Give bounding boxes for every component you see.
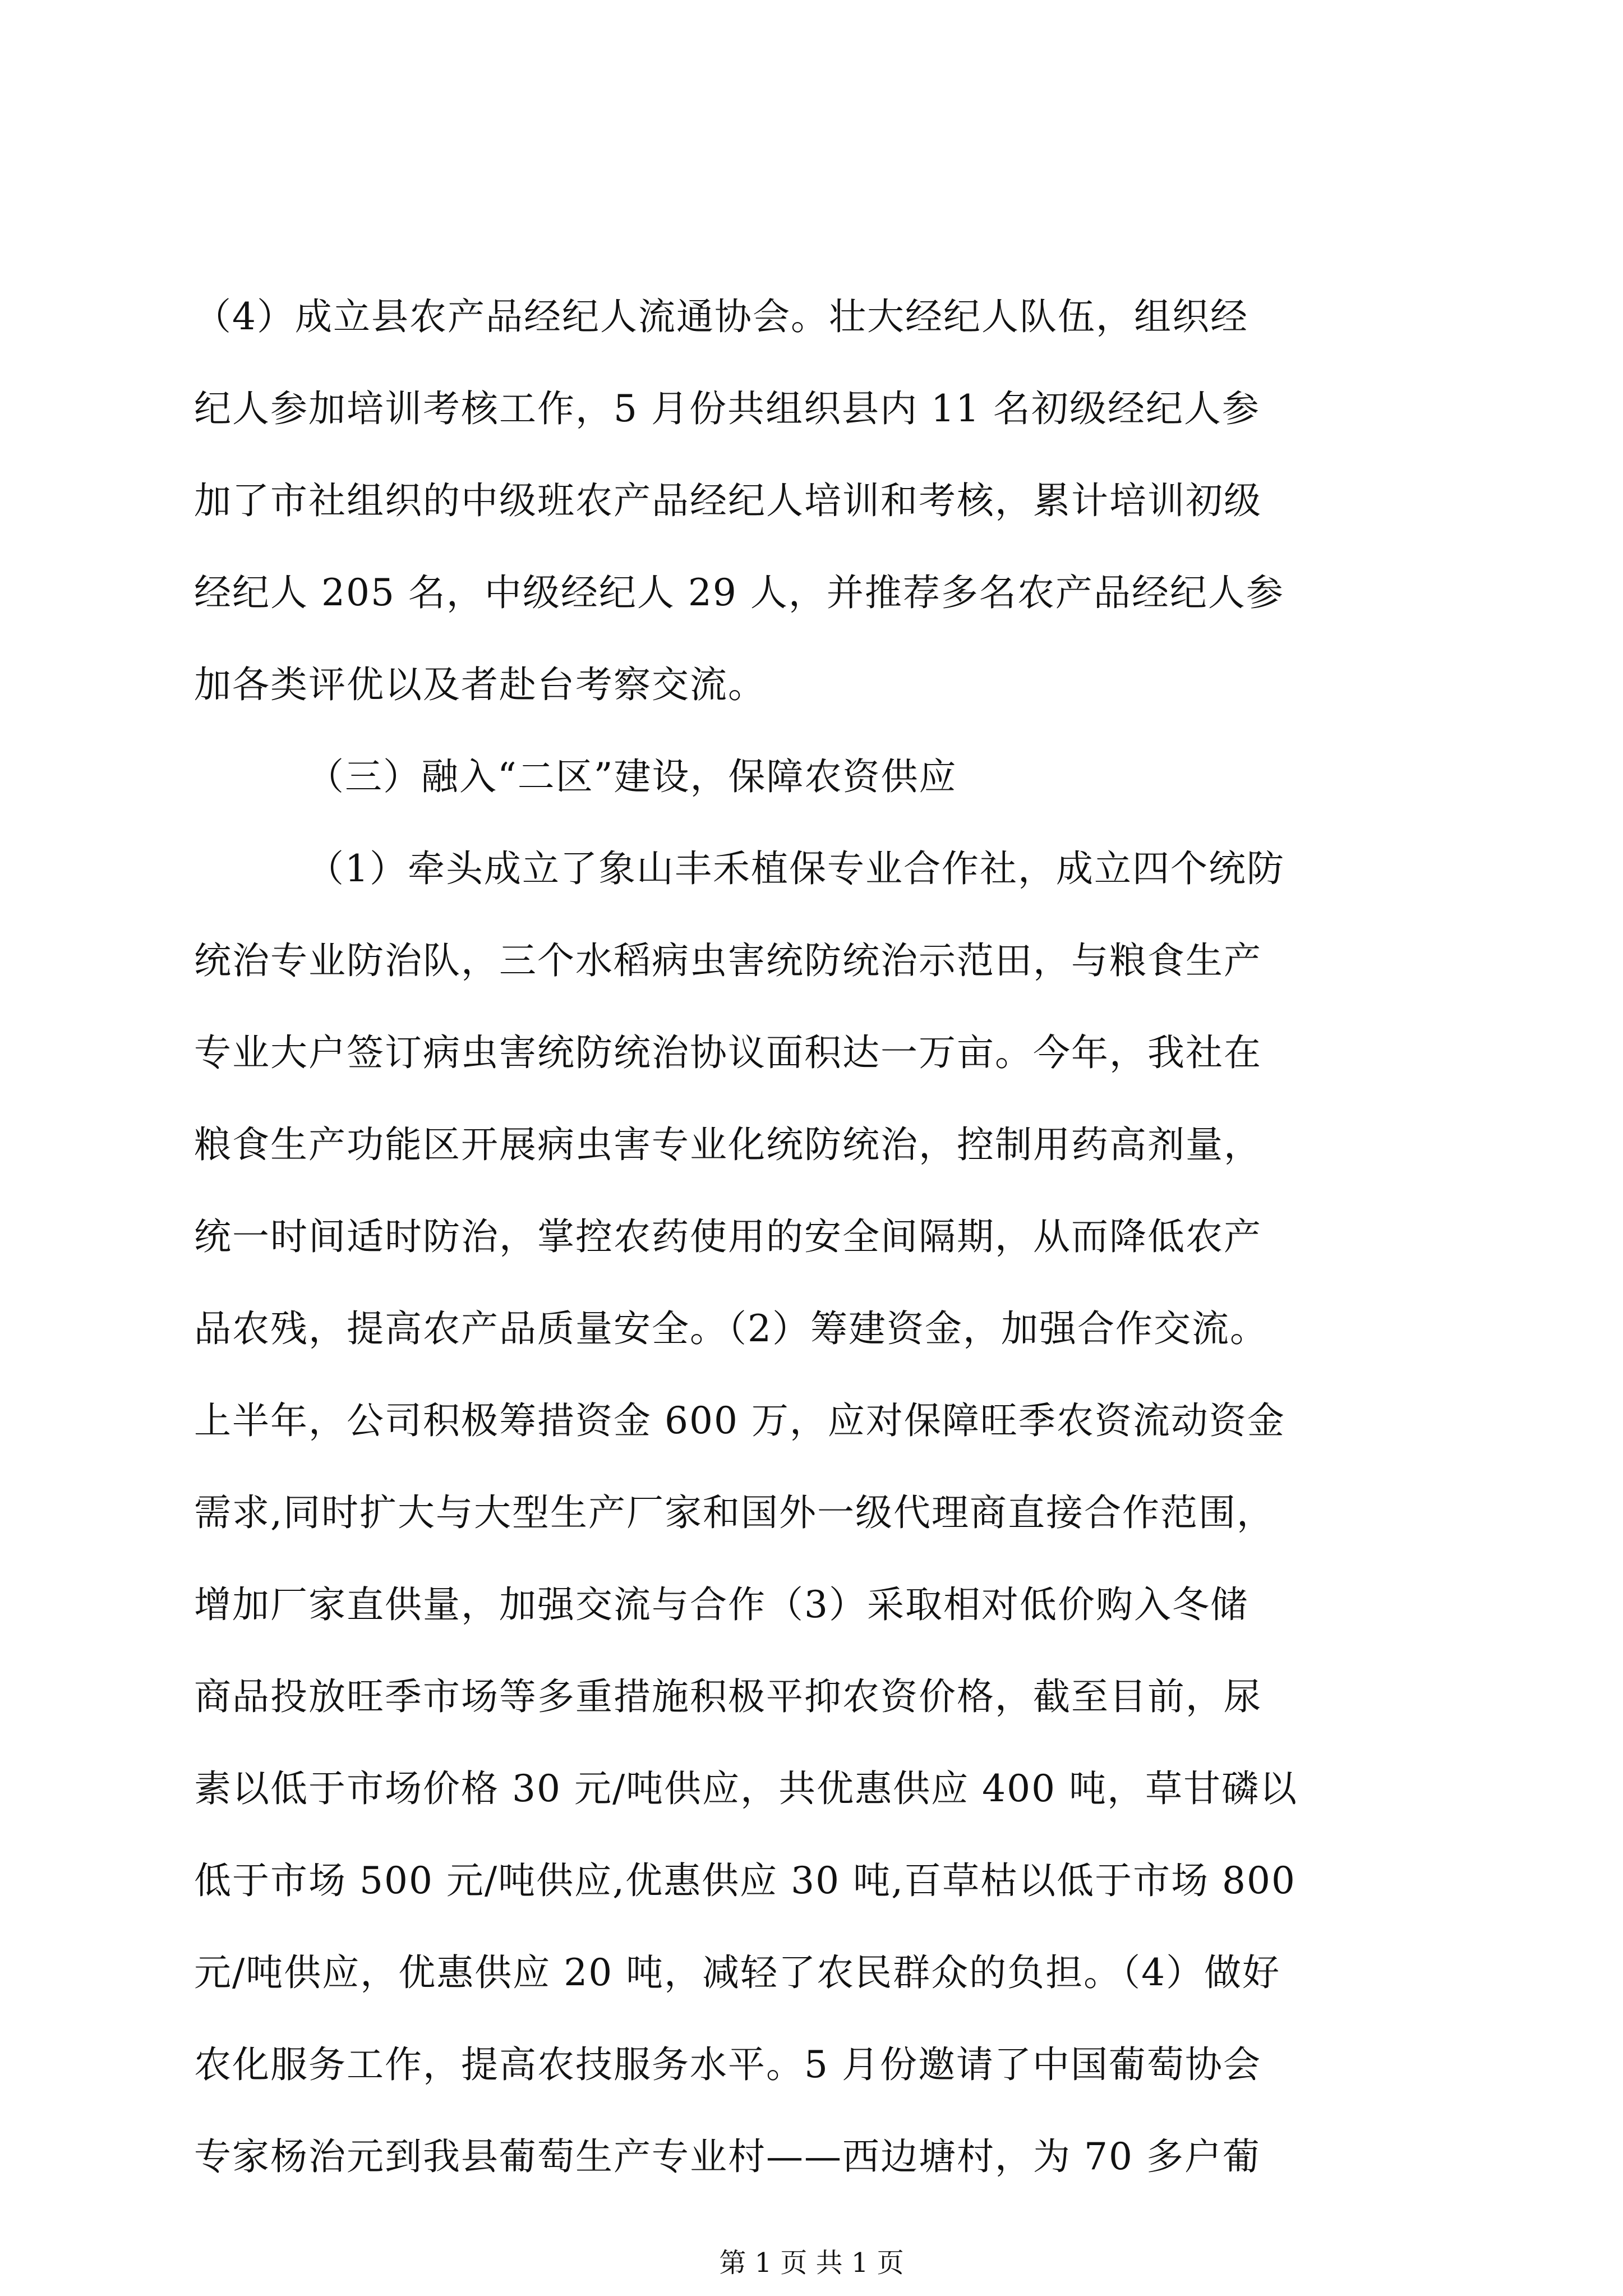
text-line: 加各类评优以及者赴台考察交流。 (194, 663, 766, 706)
text-line: （4）成立县农产品经纪人流通协会。壮大经纪人队伍，组织经 (194, 295, 1248, 338)
text-line: 商品投放旺季市场等多重措施积极平抑农资价格，截至目前，尿 (194, 1675, 1262, 1718)
text-line: （1）牵头成立了象山丰禾植保专业合作社，成立四个统防 (307, 847, 1285, 890)
text-line: 专业大户签订病虫害统防统治协议面积达一万亩。今年，我社在 (194, 1031, 1262, 1074)
text-line: 统一时间适时防治，掌控农药使用的安全间隔期，从而降低农产 (194, 1215, 1262, 1258)
text-line: 粮食生产功能区开展病虫害专业化统防统治，控制用药高剂量， (194, 1123, 1262, 1166)
text-line: 经纪人 205 名，中级经纪人 29 人，并推荐多名农产品经纪人参 (194, 571, 1284, 614)
text-line: 需求,同时扩大与大型生产厂家和国外一级代理商直接合作范围， (194, 1491, 1275, 1534)
page-number-footer: 第 1 页 共 1 页 (719, 2247, 904, 2279)
text-line: 上半年，公司积极筹措资金 600 万，应对保障旺季农资流动资金 (194, 1399, 1285, 1442)
section-heading: （三）融入“二区”建设，保障农资供应 (307, 755, 957, 798)
text-line: 纪人参加培训考核工作，5 月份共组织县内 11 名初级经纪人参 (194, 387, 1260, 430)
text-line: 加了市社组织的中级班农产品经纪人培训和考核，累计培训初级 (194, 479, 1262, 522)
text-line: 农化服务工作，提高农技服务水平。5 月份邀请了中国葡萄协会 (194, 2043, 1261, 2086)
text-line: 增加厂家直供量，加强交流与合作（3）采取相对低价购入冬储 (194, 1583, 1248, 1626)
text-line: 素以低于市场价格 30 元/吨供应，共优惠供应 400 吨，草甘磷以 (194, 1767, 1298, 1810)
text-line: 品农残，提高农产品质量安全。（2）筹建资金，加强合作交流。 (194, 1307, 1268, 1350)
text-line: 元/吨供应，优惠供应 20 吨，减轻了农民群众的负担。（4）做好 (194, 1951, 1281, 1994)
text-line: 专家杨治元到我县葡萄生产专业村——西边塘村，为 70 多户葡 (194, 2135, 1261, 2178)
text-line: 低于市场 500 元/吨供应,优惠供应 30 吨,百草枯以低于市场 800 (194, 1859, 1297, 1902)
text-line: 统治专业防治队，三个水稻病虫害统防统治示范田，与粮食生产 (194, 939, 1262, 982)
